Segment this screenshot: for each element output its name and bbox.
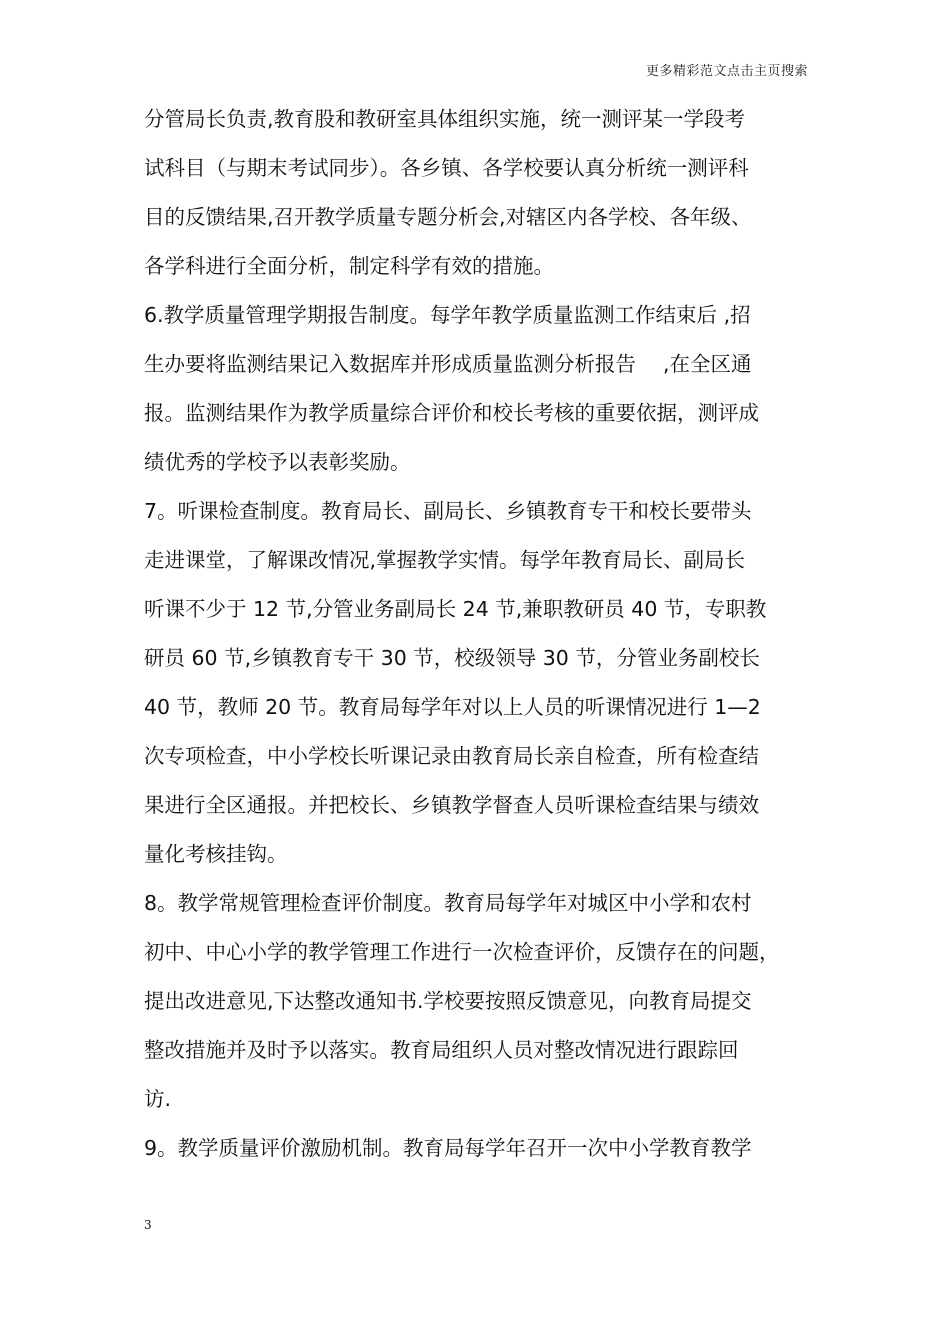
text-line: 试科目（与期末考试同步）。各乡镇、各学校要认真分析统一测评科: [144, 156, 749, 180]
text-line: 听课不少于 12 节,分管业务副局长 24 节,兼职教研员 40 节，专职教: [144, 597, 767, 621]
text-line: 果进行全区通报。并把校长、乡镇教学督查人员听课检查结果与绩效: [144, 793, 759, 817]
text-line: 6.教学质量管理学期报告制度。每学年教学质量监测工作结束后 ,招: [144, 303, 751, 327]
text-line: 访.: [144, 1087, 172, 1111]
document-body: [144, 95, 810, 1173]
text-line: 整改措施并及时予以落实。教育局组织人员对整改情况进行跟踪回: [144, 1038, 739, 1062]
text-line: 初中、中心小学的教学管理工作进行一次检查评价，反馈存在的问题，: [144, 940, 780, 964]
text-line: 量化考核挂钩。: [144, 842, 288, 866]
text-line: 次专项检查，中小学校长听课记录由教育局长亲自检查，所有检查结: [144, 744, 759, 768]
header-promo-text: 更多精彩范文点击主页搜索: [645, 64, 808, 79]
text-line: 各学科进行全面分析，制定科学有效的措施。: [144, 254, 554, 278]
page-number: 3: [144, 1218, 152, 1232]
text-line: 生办要将监测结果记入数据库并形成质量监测分析报告 ,在全区通: [144, 352, 752, 376]
text-line: 7。听课检查制度。教育局长、副局长、乡镇教育专干和校长要带头: [144, 499, 752, 523]
text-line: 目的反馈结果,召开教学质量专题分析会,对辖区内各学校、各年级、: [144, 205, 752, 229]
text-line: 研员 60 节,乡镇教育专干 30 节，校级领导 30 节，分管业务副校长: [144, 646, 760, 670]
text-line: 绩优秀的学校予以表彰奖励。: [144, 450, 411, 474]
text-line: 提出改进意见,下达整改通知书.学校要按照反馈意见，向教育局提交: [144, 989, 752, 1013]
text-line: 9。教学质量评价激励机制。教育局每学年召开一次中小学教育教学: [144, 1136, 752, 1160]
text-line: 走进课堂，了解课改情况,掌握教学实情。每学年教育局长、副局长: [144, 548, 746, 572]
text-line: 分管局长负责,教育股和教研室具体组织实施，统一测评某一学段考: [144, 107, 746, 131]
text-line: 40 节，教师 20 节。教育局每学年对以上人员的听课情况进行 1—2: [144, 695, 761, 719]
text-line: 报。监测结果作为教学质量综合评价和校长考核的重要依据，测评成: [144, 401, 759, 425]
text-line: 8。教学常规管理检查评价制度。教育局每学年对城区中小学和农村: [144, 891, 752, 915]
